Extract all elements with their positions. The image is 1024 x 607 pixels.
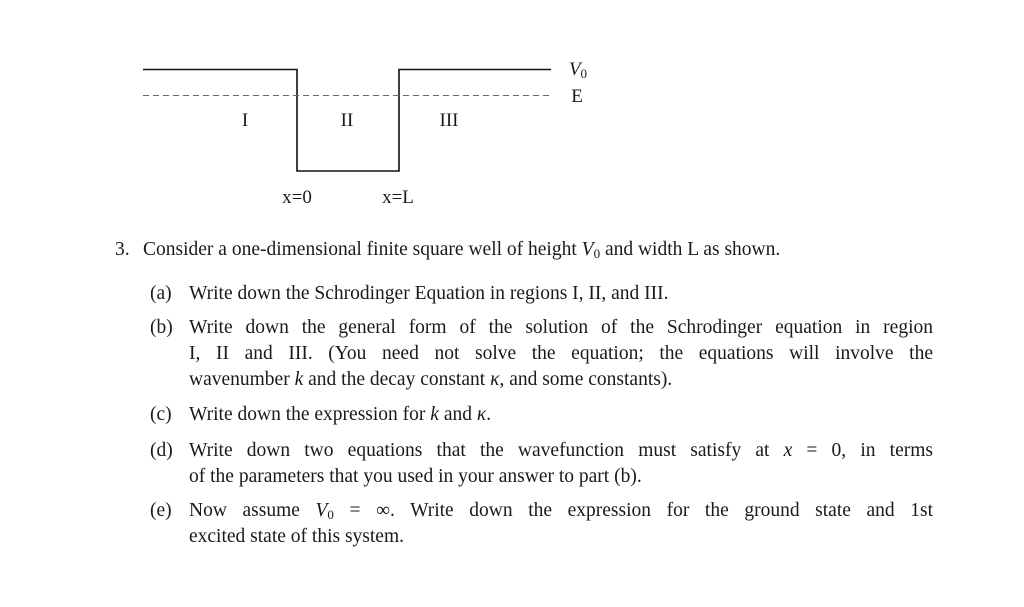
text-line [189, 524, 933, 550]
text-segment: Write down the general form of the solution of the Schrodinger equation in region [189, 317, 933, 338]
part-text [189, 498, 933, 550]
text-segment: = ∞. Write down the expression for the ground state and 1st [333, 500, 933, 521]
math-symbol: $V_0$ [581, 239, 601, 261]
region-label: III [439, 110, 459, 131]
text-segment: Consider a one-dimensional finite square well of height [143, 239, 582, 260]
part-label: (b) [150, 317, 173, 338]
text-segment: and width L as shown. [600, 239, 781, 260]
part-text [189, 281, 933, 307]
part-text [189, 315, 933, 393]
part-text [189, 402, 933, 428]
text-segment: , and some constants). [499, 369, 673, 390]
region-label: II [340, 110, 354, 131]
potential-label: $V_0$ [568, 59, 588, 81]
text-segment: and the decay constant [303, 369, 491, 390]
text-segment: excited state of this system. [189, 526, 404, 547]
text-segment: Write down two equations that the wavefunction must satisfy at [189, 440, 784, 461]
question-number: 3. [115, 239, 130, 260]
region-label: I [241, 110, 249, 131]
finite-square-well-diagram [0, 0, 1024, 230]
text-line [189, 402, 933, 428]
position-label: x=0 [282, 187, 312, 208]
text-line [189, 341, 933, 367]
math-symbol: k [430, 404, 439, 425]
text-segment: Write down the Schrodinger Equation in regions I, II, and III. [189, 283, 669, 304]
part-label: (c) [150, 404, 172, 425]
part-label: (a) [150, 283, 172, 304]
math-symbol: $V_0$ [315, 500, 334, 522]
text-segment: wavenumber [189, 369, 295, 390]
part-label: (d) [150, 440, 173, 461]
question-intro [143, 237, 780, 263]
math-symbol: κ [490, 369, 500, 390]
text-line [189, 464, 933, 490]
text-line [189, 367, 933, 393]
text-line [189, 281, 933, 307]
text-segment: = 0, in terms [792, 440, 933, 461]
position-label: x=L [382, 187, 414, 208]
text-line [143, 237, 780, 263]
text-segment: and [438, 404, 477, 425]
math-symbol: κ [476, 404, 487, 425]
text-line [189, 438, 933, 464]
text-line [189, 315, 933, 341]
math-symbol: k [294, 369, 304, 390]
text-segment: . [486, 404, 492, 425]
text-line [189, 498, 933, 524]
part-text [189, 438, 933, 490]
energy-label: E [571, 86, 583, 107]
text-segment: I, II and III. (You need not solve the equation; the equations will involve the [189, 343, 933, 364]
text-segment: of the parameters that you used in your answer to part (b). [189, 466, 642, 487]
text-segment: Write down the expression for [189, 404, 431, 425]
part-label: (e) [150, 500, 172, 521]
math-symbol: x [783, 440, 793, 461]
text-segment: Now assume [189, 500, 316, 521]
